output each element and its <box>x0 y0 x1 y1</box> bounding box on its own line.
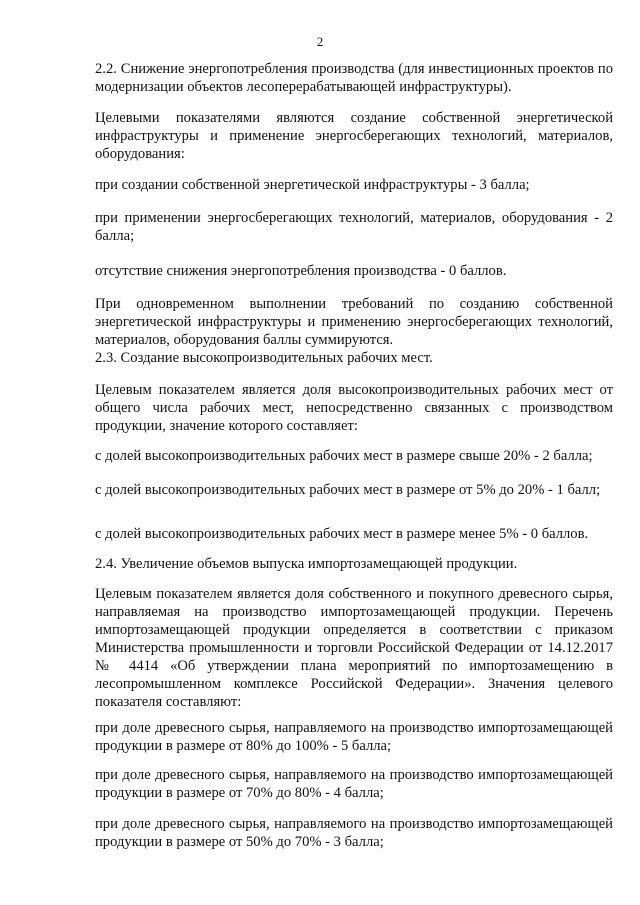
section-heading-2-4: 2.4. Увеличение объемов выпуска импортозамещающей продукции. <box>95 556 518 572</box>
list-item-jobs-under-5: с долей высокопроизводительных рабочих мест в размере менее 5% - 0 баллов. <box>95 526 589 542</box>
paragraph-indicator-import: Целевым показателем является доля собственного и покупного древесного сырья, направляемая на производство импортозамещающей продукции. Перечень импортозамещающей продукции определяется в соответствии с приказом Министерства промышленности и торговли Российской Федерации от 14.12.2017 № 4414 «Об утверждении плана мероприятий по импортозамещению в лесопромышленном комплексе Российской Федерации». Значения целевого показателя составляют: <box>95 586 613 710</box>
list-item-import-80-100: при доле древесного сырья, направляемого на производство импортозамещающей продукции в размере от 80% до 100% - 5 балла; <box>95 720 613 754</box>
list-item-energy-infrastructure: при создании собственной энергетической инфраструктуры - 3 балла; <box>95 177 530 193</box>
section-heading-2-2: 2.2. Снижение энергопотребления производства (для инвестиционных проектов по модернизации объектов лесоперерабатывающей инфраструктуры). <box>95 61 613 95</box>
paragraph-simultaneous: При одновременном выполнении требований по созданию собственной энергетической инфраструктуры и применению энергосберегающих технологий, материалов, оборудования баллы суммируются. <box>95 296 613 348</box>
list-item-import-50-70: при доле древесного сырья, направляемого на производство импортозамещающей продукции в размере от 50% до 70% - 3 балла; <box>95 816 613 850</box>
paragraph-indicator-jobs: Целевым показателем является доля высокопроизводительных рабочих мест от общего числа рабочих мест, непосредственно связанных с производством продукции, значение которого составляет: <box>95 382 613 434</box>
list-item-import-70-80: при доле древесного сырья, направляемого на производство импортозамещающей продукции в размере от 70% до 80% - 4 балла; <box>95 767 613 801</box>
paragraph-indicators-energy: Целевыми показателями являются создание собственной энергетической инфраструктуры и применение энергосберегающих технологий, материалов, оборудования: <box>95 110 613 162</box>
page-number: 2 <box>316 34 324 49</box>
list-item-jobs-over-20: с долей высокопроизводительных рабочих мест в размере свыше 20% - 2 балла; <box>95 448 593 464</box>
list-item-jobs-5-20: с долей высокопроизводительных рабочих мест в размере от 5% до 20% - 1 балл; <box>95 482 601 498</box>
list-item-no-reduction: отсутствие снижения энергопотребления производства - 0 баллов. <box>95 263 507 279</box>
list-item-energy-saving: при применении энергосберегающих технологий, материалов, оборудования - 2 балла; <box>95 210 613 244</box>
section-heading-2-3: 2.3. Создание высокопроизводительных рабочих мест. <box>95 350 433 366</box>
